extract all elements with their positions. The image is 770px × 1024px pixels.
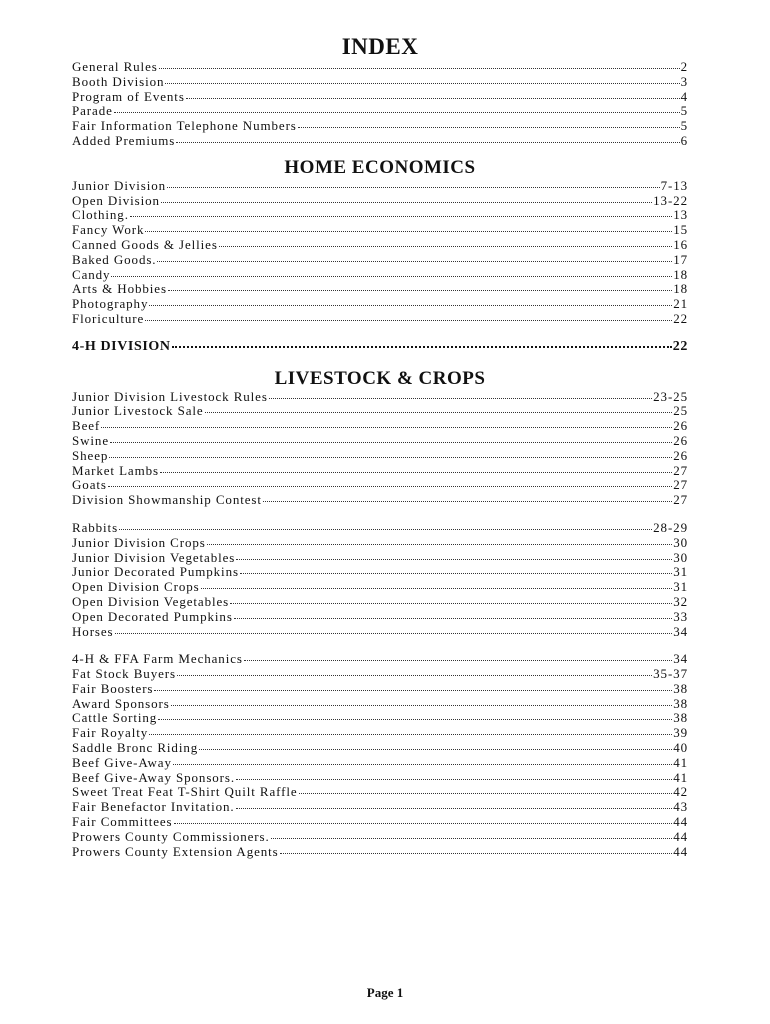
page-number: Page 1 — [366, 985, 404, 1000]
toc-label: Junior Division Livestock Rules — [72, 388, 268, 404]
toc-page: 22 — [672, 338, 688, 354]
toc-label: Floriculture — [72, 310, 145, 326]
index-title: INDEX — [341, 34, 419, 59]
toc-label: Beef Give-Away Sponsors. — [72, 769, 236, 785]
four-h-division-row — [72, 340, 688, 355]
toc-row — [72, 756, 688, 771]
toc-label: Horses — [72, 623, 114, 639]
leader-dots — [298, 127, 680, 128]
toc-row — [72, 610, 688, 625]
toc-page: 16 — [673, 236, 688, 252]
toc-row — [72, 580, 688, 595]
leader-dots — [174, 823, 673, 824]
toc-row — [72, 667, 688, 682]
toc-row — [72, 404, 688, 419]
leader-dots — [168, 290, 672, 291]
toc-label: Open Division — [72, 192, 160, 208]
toc-page: 27 — [673, 477, 688, 493]
toc-label: Sheep — [72, 447, 109, 463]
toc-page: 42 — [673, 784, 688, 800]
leader-dots — [186, 98, 680, 99]
toc-row — [72, 741, 688, 756]
toc-page: 26 — [673, 432, 688, 448]
home-economics-list — [72, 179, 688, 327]
toc-label: Junior Division Vegetables — [72, 549, 236, 565]
toc-page: 39 — [673, 725, 688, 741]
toc-page: 2 — [680, 59, 688, 74]
toc-row — [72, 536, 688, 551]
toc-page: 35-37 — [653, 666, 688, 682]
toc-page: 26 — [673, 447, 688, 463]
leader-dots — [145, 231, 672, 232]
toc-row — [72, 845, 688, 860]
toc-page: 26 — [673, 418, 688, 434]
toc-label: General Rules — [72, 59, 158, 74]
toc-page: 17 — [673, 251, 688, 267]
toc-page: 21 — [673, 296, 688, 312]
leader-dots — [172, 346, 672, 348]
leader-dots — [110, 442, 672, 443]
toc-label: Candy — [72, 266, 111, 282]
toc-page: 4 — [680, 88, 688, 104]
toc-row — [72, 268, 688, 283]
toc-label: Program of Events — [72, 88, 185, 104]
leader-dots — [234, 618, 672, 619]
leader-dots — [145, 320, 672, 321]
toc-row — [72, 434, 688, 449]
toc-page: 41 — [673, 754, 688, 770]
toc-page: 40 — [673, 740, 688, 756]
toc-row — [72, 521, 688, 536]
toc-label: Open Decorated Pumpkins — [72, 608, 233, 624]
toc-row — [72, 104, 688, 119]
toc-row — [72, 697, 688, 712]
leader-dots — [271, 838, 673, 839]
leader-dots — [236, 808, 673, 809]
toc-page: 30 — [673, 534, 688, 550]
toc-page: 30 — [673, 549, 688, 565]
toc-row — [72, 800, 688, 815]
leader-dots — [199, 749, 672, 750]
toc-label: Junior Livestock Sale — [72, 403, 204, 419]
leader-dots — [159, 68, 680, 69]
leader-dots — [240, 573, 672, 574]
toc-row — [72, 652, 688, 667]
toc-page: 38 — [673, 680, 688, 696]
leader-dots — [230, 603, 672, 604]
toc-row — [72, 90, 688, 105]
toc-label: Clothing. — [72, 207, 129, 223]
toc-label: Prowers County Extension Agents — [72, 843, 279, 859]
toc-row — [72, 297, 688, 312]
toc-page: 43 — [673, 799, 688, 815]
leader-dots — [244, 660, 672, 661]
livestock-list-a — [72, 390, 688, 508]
leader-dots — [236, 779, 672, 780]
leader-dots — [130, 216, 672, 217]
toc-row — [72, 75, 688, 90]
toc-label: Beef Give-Away — [72, 754, 172, 770]
toc-page: 34 — [673, 651, 688, 667]
leader-dots — [269, 398, 652, 399]
toc-label: Rabbits — [72, 519, 119, 535]
toc-page: 5 — [680, 118, 688, 134]
leader-dots — [160, 472, 672, 473]
toc-label: Saddle Bronc Riding — [72, 740, 199, 756]
toc-label: Open Division Crops — [72, 579, 200, 595]
toc-row — [72, 134, 688, 149]
toc-page: 27 — [673, 492, 688, 508]
toc-row — [72, 785, 688, 800]
toc-page: 3 — [680, 73, 688, 89]
toc-page: 15 — [673, 222, 688, 238]
leader-dots — [263, 501, 672, 502]
toc-page: 28-29 — [653, 519, 688, 535]
toc-page: 13 — [673, 207, 688, 223]
toc-row — [72, 815, 688, 830]
leader-dots — [119, 529, 652, 530]
leader-dots — [280, 853, 673, 854]
toc-label: Parade — [72, 103, 113, 119]
toc-row — [72, 711, 688, 726]
leader-dots — [219, 246, 672, 247]
index-list — [72, 60, 688, 149]
toc-page: 22 — [673, 310, 688, 326]
toc-row — [72, 682, 688, 697]
toc-row — [72, 60, 688, 75]
toc-row — [72, 253, 688, 268]
toc-row — [72, 625, 688, 640]
livestock-list-b — [72, 521, 688, 639]
toc-label: Open Division Vegetables — [72, 593, 230, 609]
toc-label: Prowers County Commissioners. — [72, 828, 270, 844]
leader-dots — [171, 705, 672, 706]
leader-dots — [154, 690, 672, 691]
toc-page: 18 — [673, 281, 688, 297]
leader-dots — [111, 276, 672, 277]
toc-label: Swine — [72, 432, 109, 448]
leader-dots — [236, 559, 672, 560]
toc-label: Fair Benefactor Invitation. — [72, 799, 235, 815]
toc-label: Junior Division Crops — [72, 534, 206, 550]
livestock-crops-heading: LIVESTOCK & CROPS — [274, 367, 486, 389]
leader-dots — [149, 305, 672, 306]
toc-row — [72, 179, 688, 194]
leader-dots — [101, 427, 672, 428]
leader-dots — [157, 261, 672, 262]
toc-row — [72, 478, 688, 493]
toc-label: Arts & Hobbies — [72, 281, 167, 297]
toc-label: Award Sponsors — [72, 695, 170, 711]
toc-page: 25 — [673, 403, 688, 419]
toc-row — [72, 830, 688, 845]
toc-page: 33 — [673, 608, 688, 624]
toc-label: Market Lambs — [72, 462, 159, 478]
leader-dots — [177, 675, 652, 676]
leader-dots — [176, 142, 679, 143]
toc-page: 23-25 — [653, 388, 688, 404]
leader-dots — [165, 83, 679, 84]
leader-dots — [161, 202, 652, 203]
leader-dots — [201, 588, 673, 589]
toc-label: Baked Goods. — [72, 251, 157, 267]
toc-row — [72, 493, 688, 508]
toc-row — [72, 449, 688, 464]
toc-row — [72, 238, 688, 253]
index-page — [72, 34, 688, 859]
toc-page: 44 — [673, 814, 688, 830]
toc-label: Junior Decorated Pumpkins — [72, 564, 239, 580]
toc-row — [72, 565, 688, 580]
toc-page: 7-13 — [660, 177, 688, 193]
toc-label: Cattle Sorting — [72, 710, 158, 726]
toc-label: 4-H DIVISION — [72, 338, 171, 354]
leader-dots — [114, 112, 680, 113]
toc-label: Booth Division — [72, 73, 165, 89]
leader-dots — [207, 544, 672, 545]
toc-label: Fat Stock Buyers — [72, 666, 176, 682]
toc-label: Beef — [72, 418, 101, 434]
toc-label: Fair Boosters — [72, 680, 154, 696]
toc-row — [72, 726, 688, 741]
toc-label: Fancy Work — [72, 222, 145, 238]
leader-dots — [158, 719, 672, 720]
toc-row — [72, 464, 688, 479]
toc-label: Sweet Treat Feat T-Shirt Quilt Raffle — [72, 784, 298, 800]
toc-page: 6 — [680, 132, 688, 148]
toc-page: 41 — [673, 769, 688, 785]
toc-label: Goats — [72, 477, 107, 493]
toc-label: Photography — [72, 296, 149, 312]
toc-row — [72, 208, 688, 223]
toc-label: Added Premiums — [72, 132, 176, 148]
toc-page: 31 — [673, 579, 688, 595]
toc-page: 5 — [680, 103, 688, 119]
toc-page: 38 — [673, 710, 688, 726]
toc-page: 38 — [673, 695, 688, 711]
toc-row — [72, 223, 688, 238]
toc-row — [72, 282, 688, 297]
toc-label: Fair Committees — [72, 814, 173, 830]
toc-page: 34 — [673, 623, 688, 639]
leader-dots — [205, 412, 673, 413]
toc-page: 44 — [673, 843, 688, 859]
leader-dots — [109, 457, 672, 458]
leader-dots — [173, 764, 672, 765]
leader-dots — [115, 633, 673, 634]
toc-page: 27 — [673, 462, 688, 478]
toc-row — [72, 119, 688, 134]
toc-label: Division Showmanship Contest — [72, 492, 262, 508]
home-economics-heading: HOME ECONOMICS — [284, 156, 476, 178]
toc-label: 4-H & FFA Farm Mechanics — [72, 651, 243, 667]
toc-row — [72, 194, 688, 209]
toc-row — [72, 771, 688, 786]
livestock-list-c — [72, 652, 688, 859]
toc-row — [72, 312, 688, 327]
leader-dots — [149, 734, 672, 735]
leader-dots — [108, 486, 672, 487]
toc-row — [72, 551, 688, 566]
toc-row — [72, 390, 688, 405]
toc-row — [72, 595, 688, 610]
toc-label: Junior Division — [72, 177, 167, 193]
toc-row — [72, 419, 688, 434]
toc-label: Fair Royalty — [72, 725, 149, 741]
toc-page: 13-22 — [653, 192, 688, 208]
toc-page: 44 — [673, 828, 688, 844]
toc-label: Fair Information Telephone Numbers — [72, 118, 297, 134]
leader-dots — [299, 793, 673, 794]
toc-page: 18 — [673, 266, 688, 282]
toc-label: Canned Goods & Jellies — [72, 236, 218, 252]
toc-page: 32 — [673, 593, 688, 609]
toc-page: 31 — [673, 564, 688, 580]
leader-dots — [167, 187, 660, 188]
